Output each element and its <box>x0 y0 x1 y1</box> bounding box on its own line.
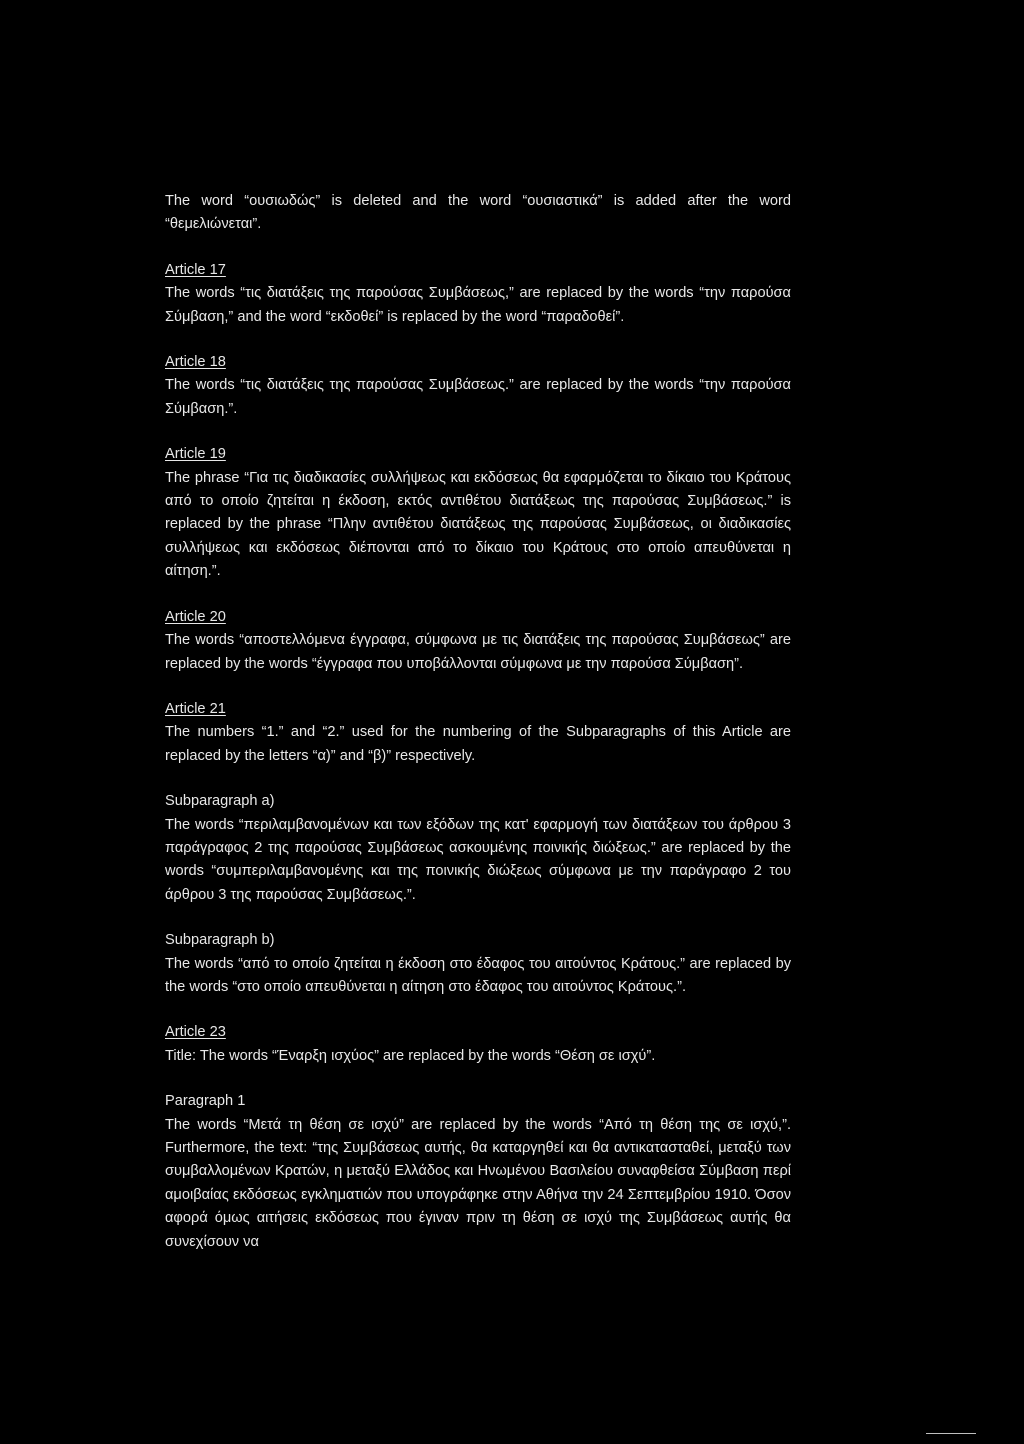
subparagraph-b-heading: Subparagraph b) <box>165 932 275 949</box>
article-20 <box>165 606 791 676</box>
document-page <box>165 190 791 1276</box>
article-17 <box>165 259 791 329</box>
article-23-text: Title: The words “Έναρξη ισχύος” are replaced by the words “Θέση σε ισχύ”. <box>165 1047 656 1064</box>
subparagraph-b <box>165 929 791 999</box>
article-23 <box>165 1021 791 1068</box>
subparagraph-a <box>165 790 791 907</box>
article-17-heading: Article 17 <box>165 261 226 278</box>
article-19 <box>165 443 791 583</box>
subparagraph-b-text: The words “από το οποίο ζητείται η έκδοση στο έδαφος του αιτούντος Κράτους.” are replaced by the words “στο οποίο απευθύνεται η αίτηση στο έδαφος του αιτούντος Κράτους.”. <box>165 955 791 995</box>
subparagraph-a-heading: Subparagraph a) <box>165 793 275 810</box>
article-23-heading: Article 23 <box>165 1024 226 1041</box>
article-18-heading: Article 18 <box>165 354 226 371</box>
article-20-heading: Article 20 <box>165 608 226 625</box>
article-19-heading: Article 19 <box>165 446 226 463</box>
article-20-text: The words “αποστελλόμενα έγγραφα, σύμφωνα με τις διατάξεις της παρούσας Συμβάσεως” are replaced by the words “έγγραφα που υποβάλλονται σύμφωνα με την παρούσα Σύμβαση”. <box>165 632 791 672</box>
paragraph-1-text: The words “Μετά τη θέση σε ισχύ” are replaced by the words “Από τη θέση της σε ισχύ,”. Furthermore, the text: “της Συμβάσεως αυτής, θα καταργηθεί και θα αντικατασταθεί, μεταξύ των συμβαλλομένων Κρατών, η μεταξύ Ελλάδος και Ηνωμένου Βασιλείου συναφθείσα Σύμβαση περί αμοιβαίας εκδόσεως εγκληματιών που υπογράφηκε στην Αθήνα την 24 Σεπτεμβρίου 1910. Όσον αφορά όμως αιτήσεις εκδόσεως που έγιναν πριν τη θέση σε ισχύ της Συμβάσεως αυτής θα συνεχίσουν να <box>165 1116 791 1250</box>
article-21 <box>165 698 791 768</box>
article-17-text: The words “τις διατάξεις της παρούσας Συμβάσεως,” are replaced by the words “την παρούσα Σύμβαση,” and the word “εκδοθεί” is replaced by the word “παραδοθεί”. <box>165 285 791 325</box>
article-18-text: The words “τις διατάξεις της παρούσας Συμβάσεως.” are replaced by the words “την παρούσα Σύμβαση.”. <box>165 377 791 417</box>
subparagraph-a-text: The words “περιλαμβανομένων και των εξόδων της κατ' εφαρμογή των διατάξεων του άρθρου 3 παράγραφος 2 της παρούσας Συμβάσεως ασκουμένης ποινικής διώξεως.” are replaced by the words “συμπεριλαμβανομένης και της ποινικής διώξεως σύμφωνα με την παράγραφο 2 του άρθρου 3 της παρούσας Συμβάσεως.”. <box>165 816 791 903</box>
intro-text: The word “ουσιωδώς” is deleted and the word “ουσιαστικά” is added after the word “θεμελιώνεται”. <box>165 193 791 233</box>
intro-block <box>165 190 791 237</box>
article-21-heading: Article 21 <box>165 700 226 717</box>
paragraph-1 <box>165 1090 791 1254</box>
paragraph-1-heading: Paragraph 1 <box>165 1093 246 1110</box>
article-18 <box>165 351 791 421</box>
article-19-text: The phrase “Για τις διαδικασίες συλλήψεως και εκδόσεως θα εφαρμόζεται το δίκαιο του Κράτους από το οποίο ζητείται η έκδοση, εκτός αντιθέτου διατάξεως της παρούσας Συμβάσεως.” is replaced by the phrase “Πλην αντιθέτου διατάξεως της παρούσας Συμβάσεως, οι διαδικασίες συλλήψεως και εκδόσεως διέπονται από το δίκαιο του Κράτους στο οποίο απευθύνεται η αίτηση.”. <box>165 469 791 580</box>
article-21-text: The numbers “1.” and “2.” used for the numbering of the Subparagraphs of this Article are replaced by the letters “α)” and “β)” respectively. <box>165 724 791 764</box>
page-edge-mark <box>926 1433 976 1434</box>
